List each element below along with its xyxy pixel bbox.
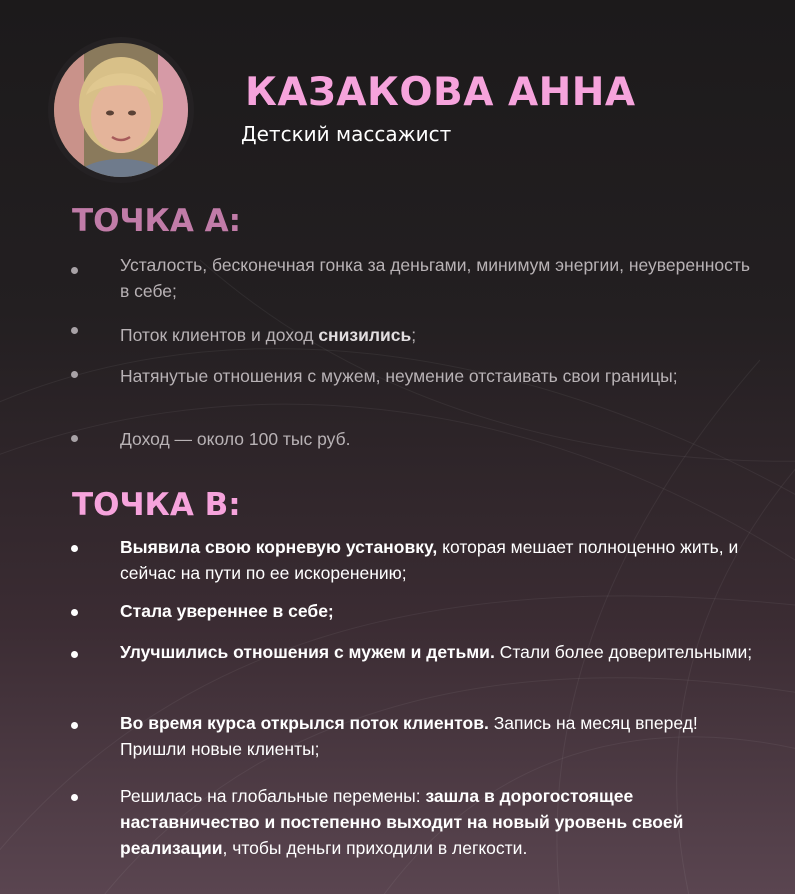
- person-role: Детский массажист: [241, 122, 452, 146]
- bullet-icon: [71, 651, 78, 658]
- bullet-icon: [71, 327, 78, 334]
- bullet-icon: [71, 371, 78, 378]
- point-a-title: ТОЧКА А:: [72, 203, 242, 239]
- point-b-item: Решилась на глобальные перемены: зашла в дорогостоящее наставничество и постепенно выходит на новый уровень своей реализации, чтобы деньги приходили в легкости.: [120, 786, 684, 858]
- point-a-item: Натянутые отношения с мужем, неумение отстаивать свои границы;: [120, 366, 678, 386]
- bullet-icon: [71, 267, 78, 274]
- bullet-icon: [71, 794, 78, 801]
- bullet-icon: [71, 609, 78, 616]
- person-photo: [54, 43, 188, 177]
- avatar: [54, 43, 188, 177]
- point-b-title: ТОЧКА В:: [72, 487, 241, 523]
- point-b-item: Выявила свою корневую установку, которая мешает полноценно жить, и сейчас на пути по ее искоренению;: [120, 537, 739, 583]
- bullet-icon: [71, 545, 78, 552]
- point-b-item: Во время курса открылся поток клиентов. Запись на месяц вперед! Пришли новые клиенты;: [120, 713, 698, 759]
- point-a-item: Поток клиентов и доход снизились;: [120, 325, 417, 345]
- bullet-icon: [71, 435, 78, 442]
- person-name: КАЗАКОВА АННА: [245, 70, 636, 115]
- point-a-item: Доход — около 100 тыс руб.: [120, 429, 351, 449]
- point-a-item: Усталость, бесконечная гонка за деньгами, минимум энергии, неуверенность в себе;: [120, 255, 751, 301]
- point-b-item: Улучшились отношения с мужем и детьми. Стали более доверительными;: [120, 642, 753, 662]
- point-b-item: Стала увереннее в себе;: [120, 601, 334, 621]
- bullet-icon: [71, 722, 78, 729]
